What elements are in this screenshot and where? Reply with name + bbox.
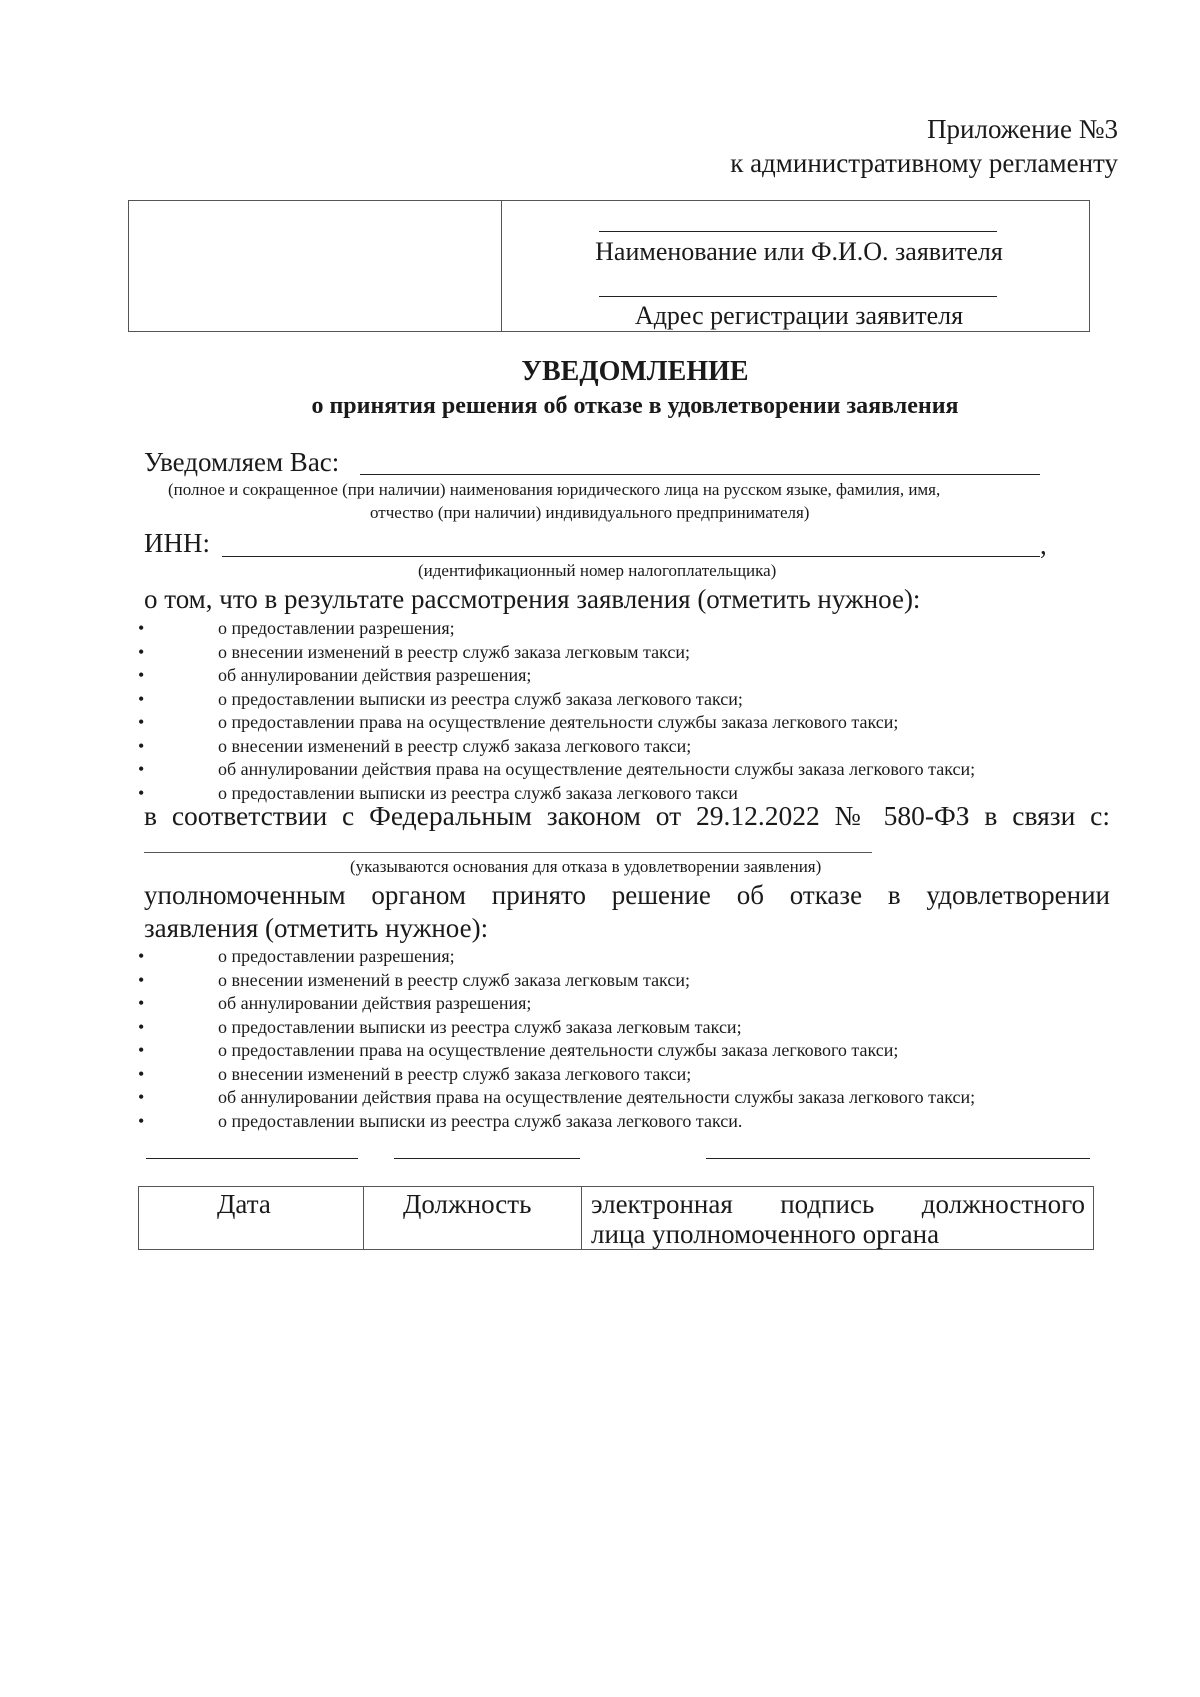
notify-hint-line2: отчество (при наличии) индивидуального предпринимателя) — [370, 503, 810, 522]
appendix-reference: к административному регламенту — [730, 148, 1118, 178]
bullet-icon: • — [138, 712, 145, 732]
bullet-icon: • — [138, 1016, 145, 1037]
inn-hint: (идентификационный номер налогоплательщика) — [418, 561, 777, 580]
inn-field[interactable] — [222, 556, 1040, 557]
notify-recipient-field[interactable] — [360, 474, 1040, 475]
applicant-name-caption: Наименование или Ф.И.О. заявителя — [595, 237, 1003, 266]
header-table-divider — [501, 201, 502, 331]
decision-line2: заявления (отметить нужное): — [144, 913, 489, 943]
notify-label: Уведомляем Вас: — [144, 447, 340, 477]
applicant-address-caption: Адрес регистрации заявителя — [634, 301, 964, 330]
appendix-block — [730, 112, 1118, 180]
position-signature-line[interactable] — [394, 1158, 580, 1159]
grounds-hint: (указываются основания для отказа в удовлетворении заявления) — [350, 857, 822, 876]
bullet-icon: • — [138, 688, 145, 709]
esign-signature-line[interactable] — [706, 1158, 1090, 1159]
signature-table-divider — [363, 1187, 364, 1249]
bullet-icon: • — [138, 759, 145, 779]
bullet-icon: • — [138, 1040, 145, 1060]
document-title: УВЕДОМЛЕНИЕ — [521, 356, 749, 387]
inn-label: ИНН: — [144, 528, 210, 558]
applicant-name-field[interactable] — [599, 231, 997, 232]
law-reference-line: в соответствии с Федеральным законом от 29.12.2022 № 580-ФЗ в связи с: — [144, 800, 1110, 831]
bullet-icon: • — [138, 735, 145, 756]
notify-hint-line1: (полное и сокращенное (при наличии) наименования юридического лица на русском языке, фамилия, имя, — [168, 480, 941, 499]
date-signature-line[interactable] — [146, 1158, 358, 1159]
signature-table — [138, 1186, 1094, 1250]
document-subtitle: о принятия решения об отказе в удовлетворении заявления — [311, 393, 959, 419]
inn-comma: , — [1040, 530, 1047, 560]
bullet-icon: • — [138, 969, 145, 990]
signature-position-label: Должность — [403, 1189, 532, 1219]
signature-table-divider — [581, 1187, 582, 1249]
bullet-icon: • — [138, 618, 145, 638]
bullet-icon: • — [138, 782, 145, 803]
bullet-icon: • — [138, 665, 145, 685]
bullet-icon: • — [138, 1110, 145, 1131]
signature-date-label: Дата — [217, 1189, 271, 1219]
bullet-icon: • — [138, 1063, 145, 1084]
bullet-icon: • — [138, 946, 145, 966]
grounds-field[interactable] — [144, 852, 872, 853]
result-intro: о том, что в результате рассмотрения заявления (отметить нужное): — [144, 584, 921, 614]
applicant-header-table — [128, 200, 1090, 332]
bullet-icon: • — [138, 1087, 145, 1107]
signature-esign-label-line1: электронная подпись должностного — [591, 1189, 1085, 1219]
signature-esign-label-line2: лица уполномоченного органа — [591, 1219, 940, 1249]
applicant-address-field[interactable] — [599, 296, 997, 297]
bullet-icon: • — [138, 641, 145, 662]
decision-line1: уполномоченным органом принято решение об отказе в удовлетворении — [144, 880, 1110, 910]
appendix-number: Приложение №3 — [927, 114, 1118, 144]
bullet-icon: • — [138, 993, 145, 1013]
